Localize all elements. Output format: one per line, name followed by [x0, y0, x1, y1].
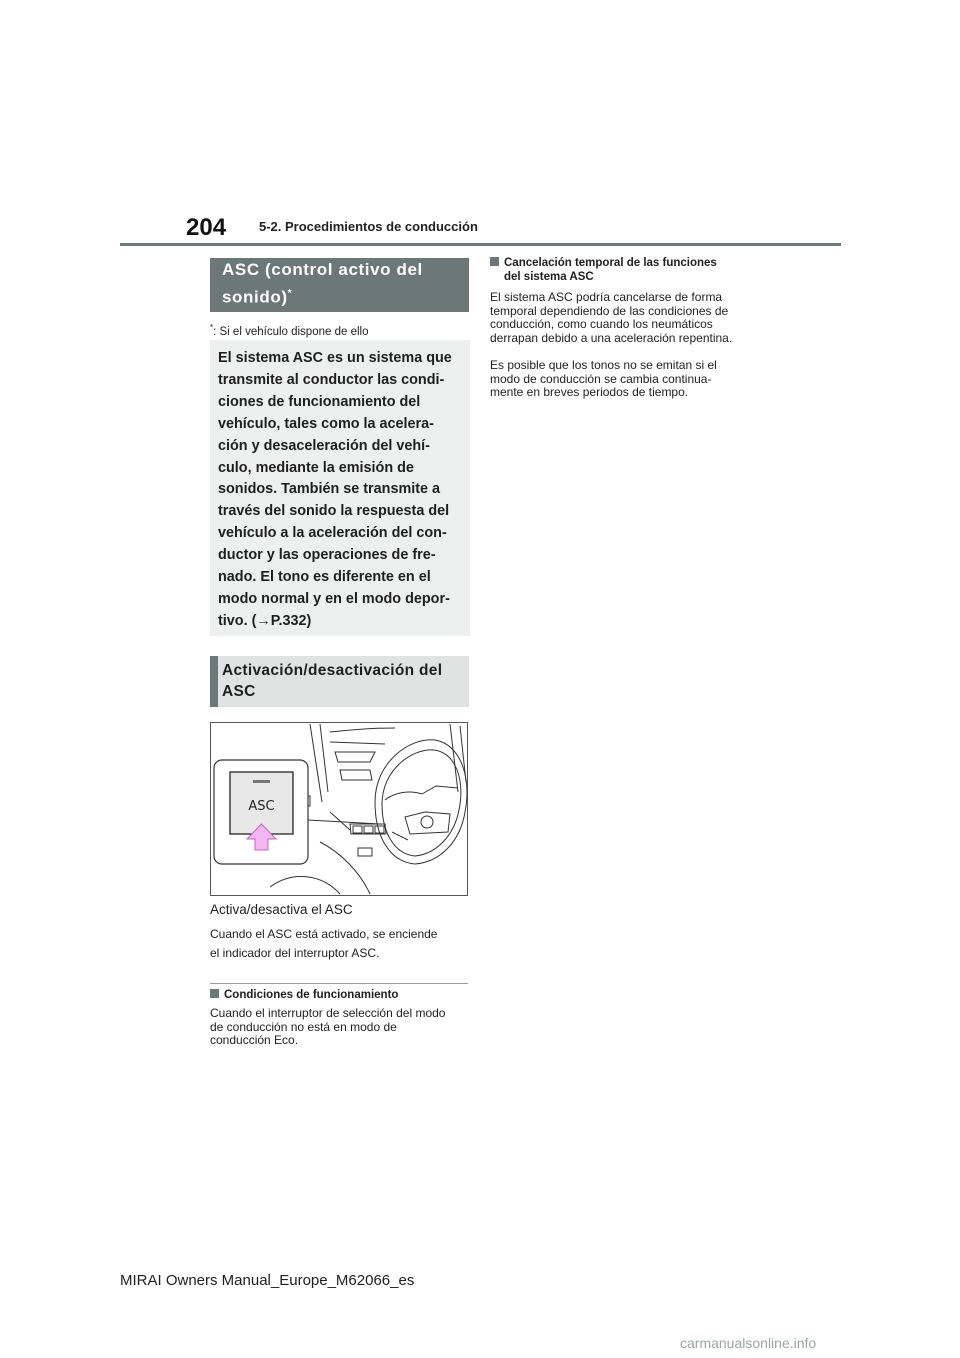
conditions-line: de conducción no está en modo de — [210, 1019, 397, 1034]
intro-line: culo, mediante la emisión de — [218, 459, 414, 476]
conditions-line: Cuando el interruptor de selección del modo — [210, 1006, 446, 1020]
cancellation-heading-line2: del sistema ASC — [504, 271, 594, 283]
footnote-mark: * — [210, 323, 214, 332]
section-title-line1: ASC (control activo del — [222, 260, 423, 279]
activation-heading — [222, 660, 462, 702]
conditions-heading-text: Condiciones de funcionamiento — [224, 989, 399, 1001]
conditions-text — [210, 1007, 468, 1048]
asc-button-label: ASC — [248, 799, 275, 814]
asc-indicator-light — [253, 780, 270, 783]
cancellation-line: mente en breves periodos de tiempo. — [490, 385, 689, 400]
section-title — [222, 258, 462, 310]
site-watermark: carmanualsonline.info — [680, 1335, 817, 1351]
cancellation-line: modo de conducción se cambia continua- — [490, 371, 712, 386]
intro-box — [210, 340, 470, 636]
cancellation-paragraph-1 — [490, 291, 752, 345]
caption-note-line: el indicador del interruptor ASC. — [210, 946, 380, 960]
section-title-box — [210, 258, 469, 312]
intro-line: nado. El tono es diferente en el — [218, 569, 431, 586]
intro-line: ductor y las operaciones de fre- — [218, 547, 436, 564]
asc-switch-illustration — [210, 722, 468, 896]
cancellation-line: conducción, como cuando los neumáticos — [490, 317, 713, 332]
illustration-caption: Activa/desactiva el ASC — [210, 902, 353, 917]
page-number: 204 — [186, 214, 227, 241]
intro-line: modo normal y en el modo depor- — [218, 590, 450, 607]
cancellation-line: El sistema ASC podría cancelarse de forma — [490, 290, 723, 304]
intro-line: vehículo, tales como la acelera- — [218, 415, 434, 432]
activation-heading-line1: Activación/desactivación del — [222, 662, 443, 679]
caption-note — [210, 925, 470, 963]
footnote — [210, 323, 368, 338]
section-title-line2: sonido) — [222, 287, 288, 307]
cancellation-line: derrapan debido a una aceleración repentina. — [490, 330, 733, 345]
conditions-line: conducción Eco. — [210, 1033, 299, 1047]
cancellation-heading-line1: Cancelación temporal de las funciones — [504, 257, 717, 269]
header-rule — [120, 243, 841, 246]
section-reference: 5-2. Procedimientos de conducción — [259, 219, 478, 234]
conditions-heading — [210, 989, 398, 1001]
section-title-asterisk: * — [287, 288, 293, 299]
intro-line: vehículo a la aceleración del con- — [218, 525, 447, 542]
intro-line: El sistema ASC es un sistema que — [218, 350, 452, 366]
intro-line: transmite al conductor las condi- — [218, 371, 445, 388]
cancellation-line: Es posible que los tonos no se emitan si el — [490, 358, 717, 372]
caption-note-line: Cuando el ASC está activado, se enciende — [210, 927, 438, 941]
activation-heading-line2: ASC — [222, 683, 256, 700]
divider — [210, 983, 468, 984]
cancellation-paragraph-2 — [490, 359, 752, 400]
intro-line: través del sonido la respuesta del — [218, 503, 450, 520]
intro-text — [218, 348, 466, 633]
intro-line: tivo. (→P.332) — [218, 612, 312, 629]
intro-line: sonidos. También se transmite a — [218, 481, 441, 498]
footnote-text: : Si el vehículo dispone de ello — [213, 325, 369, 338]
activation-heading-box — [210, 656, 469, 707]
cancellation-heading — [490, 256, 750, 284]
cancellation-line: temporal dependiendo de las condiciones de — [490, 303, 729, 318]
intro-line: ción y desaceleración del vehí- — [218, 437, 430, 454]
manual-footer: MIRAI Owners Manual_Europe_M62066_es — [120, 1272, 415, 1289]
square-bullet-icon — [490, 257, 499, 266]
intro-line: ciones de funcionamiento del — [218, 393, 421, 410]
square-bullet-icon — [210, 989, 219, 998]
